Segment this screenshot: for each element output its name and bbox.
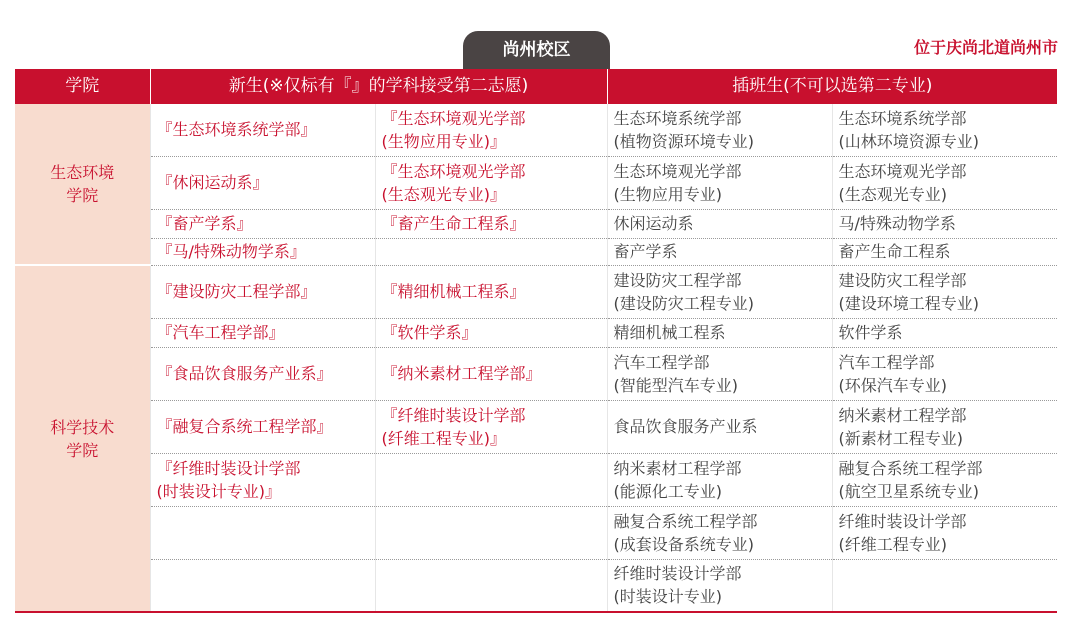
transfer-program-cell [607, 400, 832, 453]
new-program-cell [150, 506, 375, 559]
cell-line: 『建设防灾工程学部』 [156, 282, 317, 301]
cell-line: 『生态环境观光学部 [381, 108, 526, 128]
transfer-program-cell [832, 209, 1057, 238]
transfer-program-cell [607, 318, 832, 347]
cell-line: (山林环境资源专业) [838, 131, 980, 151]
cell-line: 科学技术 [50, 417, 115, 437]
new-program-cell [375, 347, 607, 400]
transfer-program-cell [607, 265, 832, 318]
table-row [15, 453, 1057, 506]
cell-line: 生态环境观光学部 [838, 161, 967, 181]
cell-line: 汽车工程学部 [838, 352, 935, 372]
cell-line: 融复合系统工程学部 [838, 458, 983, 478]
cell-line: (植物资源环境专业) [613, 131, 755, 151]
cell-line: (新素材工程专业) [838, 428, 964, 448]
cell-line: 精细机械工程系 [613, 323, 726, 342]
cell-line: 『马/特殊动物学系』 [156, 242, 306, 261]
cell-line: 『汽车工程学部』 [156, 323, 285, 342]
header-new-students: 新生(※仅标有『』的学科接受第二志愿) [150, 69, 607, 104]
cell-line: 『精细机械工程系』 [381, 282, 526, 301]
new-program-cell [150, 318, 375, 347]
cell-line: 食品饮食服务产业系 [613, 417, 758, 436]
transfer-program-cell [607, 453, 832, 506]
table-row [15, 559, 1057, 612]
transfer-program-cell [832, 400, 1057, 453]
cell-line: (纤维工程专业) [838, 534, 948, 554]
transfer-program-cell [607, 209, 832, 238]
header-transfer-students: 插班生(不可以选第二专业) [607, 69, 1057, 104]
cell-line: (生物应用专业) [613, 184, 723, 204]
new-program-cell [375, 104, 607, 156]
cell-line: 软件学系 [838, 323, 903, 342]
cell-line: (智能型汽车专业) [613, 375, 739, 395]
college-name [15, 104, 150, 265]
table-body [15, 104, 1057, 612]
college-name [15, 265, 150, 612]
cell-line: (生态观光专业)』 [381, 184, 506, 204]
campus-tab: 尚州校区 [463, 31, 610, 69]
transfer-program-cell [832, 238, 1057, 265]
cell-line: 畜产生命工程系 [838, 242, 951, 261]
new-program-cell [375, 453, 607, 506]
new-program-cell [375, 265, 607, 318]
table-row [15, 265, 1057, 318]
cell-line: 休闲运动系 [613, 214, 694, 233]
cell-line: 纳米素材工程学部 [838, 405, 967, 425]
new-program-cell [375, 559, 607, 612]
new-program-cell [375, 156, 607, 209]
cell-line: 『生态环境观光学部 [381, 161, 526, 181]
table-row [15, 238, 1057, 265]
table-row [15, 318, 1057, 347]
transfer-program-cell [832, 265, 1057, 318]
transfer-program-cell [832, 104, 1057, 156]
cell-line: 生态环境系统学部 [838, 108, 967, 128]
transfer-program-cell [832, 559, 1057, 612]
transfer-program-cell [832, 347, 1057, 400]
cell-line: (纤维工程专业)』 [381, 428, 506, 448]
cell-line: 学院 [66, 186, 99, 205]
new-program-cell [375, 400, 607, 453]
cell-line: 融复合系统工程学部 [613, 511, 758, 531]
cell-line: 生态环境观光学部 [613, 161, 742, 181]
new-program-cell [375, 209, 607, 238]
new-program-cell [150, 238, 375, 265]
new-program-cell [150, 156, 375, 209]
table-row [15, 506, 1057, 559]
cell-line: (建设防灾工程专业) [613, 293, 755, 313]
table-header-row [15, 69, 1057, 104]
table-row [15, 156, 1057, 209]
cell-line: 『食品饮食服务产业系』 [156, 364, 333, 383]
table-row [15, 347, 1057, 400]
location-note: 位于庆尚北道尚州市 [913, 38, 1058, 57]
transfer-program-cell [832, 156, 1057, 209]
cell-line: (生物应用专业)』 [381, 131, 506, 151]
transfer-program-cell [607, 156, 832, 209]
cell-line: 汽车工程学部 [613, 352, 710, 372]
transfer-program-cell [607, 104, 832, 156]
cell-line: 纤维时装设计学部 [613, 564, 742, 584]
transfer-program-cell [832, 453, 1057, 506]
new-program-cell [150, 104, 375, 156]
new-program-cell [150, 453, 375, 506]
cell-line: 建设防灾工程学部 [613, 270, 742, 290]
new-program-cell [150, 347, 375, 400]
transfer-program-cell [607, 506, 832, 559]
cell-line: 『纳米素材工程学部』 [381, 364, 542, 383]
cell-line: 学院 [66, 440, 99, 460]
transfer-program-cell [607, 559, 832, 612]
cell-line: 『生态环境系统学部』 [156, 120, 317, 140]
cell-line: 『融复合系统工程学部』 [156, 417, 333, 436]
cell-line: (环保汽车专业) [838, 375, 948, 395]
cell-line: 『畜产生命工程系』 [381, 214, 526, 233]
table-row [15, 209, 1057, 238]
cell-line: (成套设备系统专业) [613, 534, 755, 554]
cell-line: 『软件学系』 [381, 323, 478, 342]
cell-line: (时装设计专业)』 [156, 481, 281, 501]
cell-line: 『纤维时装设计学部 [156, 458, 301, 478]
new-program-cell [150, 400, 375, 453]
new-program-cell [150, 209, 375, 238]
cell-line: 马/特殊动物学系 [838, 214, 956, 233]
new-program-cell [375, 238, 607, 265]
cell-line: (时装设计专业) [613, 587, 723, 607]
cell-line: (航空卫星系统专业) [838, 481, 980, 501]
cell-line: 生态环境 [50, 163, 115, 182]
cell-line: 『纤维时装设计学部 [381, 405, 526, 425]
cell-line: (生态观光专业) [838, 184, 948, 204]
cell-line: 纤维时装设计学部 [838, 511, 967, 531]
transfer-program-cell [832, 506, 1057, 559]
new-program-cell [375, 506, 607, 559]
cell-line: (能源化工专业) [613, 481, 723, 501]
new-program-cell [150, 265, 375, 318]
cell-line: 纳米素材工程学部 [613, 458, 742, 478]
cell-line: 生态环境系统学部 [613, 108, 742, 128]
new-program-cell [150, 559, 375, 612]
transfer-program-cell [607, 347, 832, 400]
new-program-cell [375, 318, 607, 347]
header-college: 学院 [15, 69, 150, 104]
program-table [15, 69, 1057, 613]
table-row [15, 104, 1057, 156]
cell-line: 『畜产学系』 [156, 214, 253, 233]
cell-line: 建设防灾工程学部 [838, 270, 967, 290]
transfer-program-cell [832, 318, 1057, 347]
transfer-program-cell [607, 238, 832, 265]
cell-line: (建设环境工程专业) [838, 293, 980, 313]
cell-line: 畜产学系 [613, 242, 678, 261]
table-row [15, 400, 1057, 453]
cell-line: 『休闲运动系』 [156, 173, 269, 192]
